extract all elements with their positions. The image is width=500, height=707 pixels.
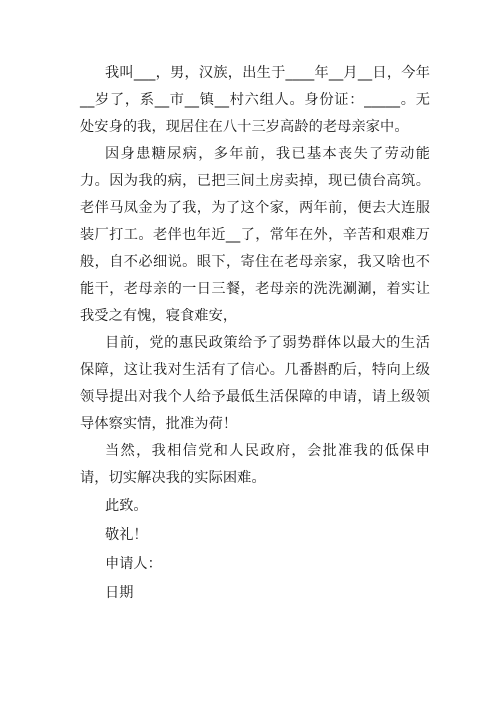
closing-salute: 敬礼！: [105, 527, 148, 543]
paragraph-policy-request: 目前，党的惠民政策给予了弱势群体以最大的生活保障，这让我对生活有了信心。几番斟酌后，特向上级领导提出对我个人给予最低生活保障的申请，请上级领导体察实情，批准为荷！: [80, 335, 430, 432]
paragraph-illness-hardship: 因身患糖尿病，多年前，我已基本丧失了劳动能力。因为我的病，已把三间土房卖掉，现已债台高筑。老伴马凤金为了我，为了这个家，两年前，便去大连服装厂打工。老伴也年近__了，常年在外，辛苦和艰难万般，自不必细说。眼下，寄住在老母亲家，我又啥也不能干，老母亲的一日三餐，老母亲的洗洗涮涮，着实让我受之有愧，寝食难安，: [80, 146, 430, 324]
date-label: 日期: [105, 585, 134, 601]
closing-cizhi: 此致。: [105, 498, 148, 514]
document-body: [80, 60, 430, 608]
applicant-label: 申请人：: [105, 556, 162, 572]
paragraph-trust-statement: 当然，我相信党和人民政府，会批准我的低保申请，切实解决我的实际困难。: [80, 443, 430, 486]
paragraph-personal-info: 我叫___，男，汉族，出生于____年__月__日，今年__岁了，系__市__镇__村六组人。身份证：_____。无处安身的我，现居住在八十三岁高龄的老母亲家中。: [80, 65, 430, 135]
